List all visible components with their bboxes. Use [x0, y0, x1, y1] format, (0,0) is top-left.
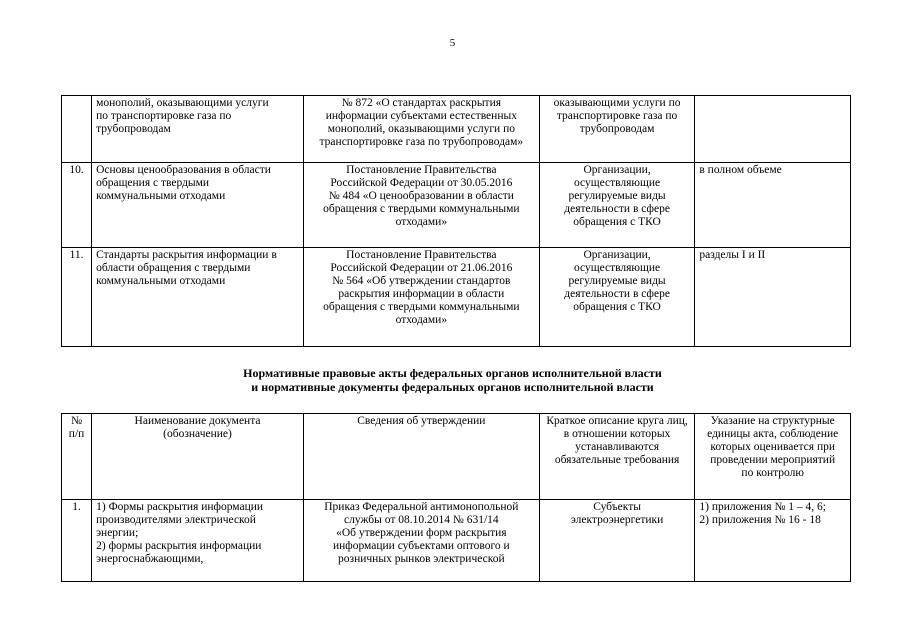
section-heading-line: и нормативные документы федеральных органов исполнительной власти [251, 380, 654, 394]
structural-units-cell-line: 1) приложения № 1 – 4, 6; [699, 501, 827, 513]
approval-cell-line: Российской Федерации от 30.05.2016 [330, 177, 513, 189]
subjects-cell-line: Субъекты [593, 501, 641, 513]
approval-cell [303, 96, 539, 163]
approval-cell-line: обращения с твердыми коммунальными [323, 301, 520, 313]
approval-cell-line: информации субъектами естественных [325, 110, 517, 122]
document-name-cell [92, 500, 304, 582]
header-number-cell-line: п/п [68, 428, 85, 440]
row-number-cell [62, 500, 92, 582]
document-name-cell-line: обращения с твердыми [96, 177, 210, 189]
subjects-cell [539, 500, 695, 582]
document-name-cell-line: энергоснабжающими, [96, 553, 204, 565]
table-row [62, 248, 851, 347]
approval-cell-line: отходами» [395, 314, 448, 326]
header-approval-cell-line: Сведения об утверждении [357, 415, 486, 427]
row-number: 10. [69, 164, 84, 176]
subjects-cell-line: деятельности в сфере [564, 203, 670, 215]
document-name-cell-line: Стандарты раскрытия информации в [96, 249, 277, 261]
row-number: 11. [69, 249, 84, 261]
approval-cell-line: Российской Федерации от 21.06.2016 [330, 262, 513, 274]
subjects-cell [539, 248, 695, 347]
header-subjects-cell-line: устанавливаются [575, 441, 660, 453]
structural-units-cell [695, 163, 851, 248]
section-heading-line: Нормативные правовые акты федеральных органов исполнительной власти [243, 366, 662, 380]
header-units-cell-line: единицы акта, соблюдение [707, 428, 839, 440]
document-name-cell-line: 2) формы раскрытия информации [96, 540, 262, 552]
document-name-cell-line: коммунальными отходами [96, 190, 226, 202]
approval-cell-line: раскрытия информации в области [338, 288, 505, 300]
section-heading [0, 366, 905, 394]
header-subjects-cell [539, 414, 695, 500]
header-name-cell [92, 414, 304, 500]
document-name-cell-line: области обращения с твердыми [96, 262, 251, 274]
subjects-cell [539, 96, 695, 163]
structural-units-cell-line: разделы I и II [699, 249, 766, 261]
approval-cell-line: № 564 «Об утверждении стандартов [332, 275, 511, 287]
subjects-cell-line: осуществляющие [574, 262, 661, 274]
approval-cell-line: информации субъектами оптового и [332, 540, 510, 552]
header-units-cell-line: которых оценивается при [710, 441, 835, 453]
header-units-cell-line: проведении мероприятий [710, 454, 836, 466]
subjects-cell-line: Организации, [583, 249, 651, 261]
row-number-cell [62, 163, 92, 248]
top-table [61, 95, 851, 347]
row-number-cell [62, 248, 92, 347]
document-name-cell-line: Основы ценообразования в области [96, 164, 271, 176]
header-name-cell-line: (обозначение) [163, 428, 232, 440]
subjects-cell-line: осуществляющие [574, 177, 661, 189]
subjects-cell-line: обращения с ТКО [573, 216, 661, 228]
subjects-cell-line: электроэнергетики [570, 514, 664, 526]
bottom-table [61, 413, 851, 582]
structural-units-cell-line: в полном объеме [699, 164, 782, 176]
document-name-cell [92, 163, 304, 248]
table-header-row [62, 414, 851, 500]
document-name-cell-line: коммунальными отходами [96, 275, 226, 287]
approval-cell-line: № 872 «О стандартах раскрытия [341, 97, 502, 109]
subjects-cell-line: трубопроводам [579, 123, 655, 135]
approval-cell-line: «Об утверждении форм раскрытия [336, 527, 507, 539]
subjects-cell-line: деятельности в сфере [564, 288, 670, 300]
table-row [62, 163, 851, 248]
structural-units-cell [695, 248, 851, 347]
approval-cell-line: монополий, оказывающими услуги по [327, 123, 515, 135]
approval-cell-line: № 484 «О ценообразовании в области [328, 190, 514, 202]
approval-cell [303, 163, 539, 248]
structural-units-cell [695, 96, 851, 163]
header-subjects-cell-line: Краткое описание круга лиц, [546, 415, 688, 427]
document-name-cell [92, 248, 304, 347]
subjects-cell-line: транспортировке газа по [556, 110, 678, 122]
subjects-cell-line: оказывающими услуги по [553, 97, 681, 109]
header-units-cell [695, 414, 851, 500]
table-row [62, 96, 851, 163]
approval-cell-line: отходами» [395, 216, 448, 228]
document-name-cell [92, 96, 304, 163]
header-subjects-cell-line: обязательные требования [554, 454, 680, 466]
row-number-cell [62, 96, 92, 163]
page-number: 5 [449, 37, 456, 49]
document-name-cell-line: монополий, оказывающими услуги [96, 97, 269, 109]
subjects-cell-line: регулируемые виды [568, 190, 666, 202]
subjects-cell [539, 163, 695, 248]
document-name-cell-line: производителями электрической [96, 514, 256, 526]
header-approval-cell [303, 414, 539, 500]
table-row [62, 500, 851, 582]
document-name-cell-line: трубопроводам [96, 123, 171, 135]
header-number-cell [62, 414, 92, 500]
header-units-cell-line: по контролю [741, 467, 804, 479]
structural-units-cell [695, 500, 851, 582]
approval-cell-line: Приказ Федеральной антимонопольной [324, 501, 519, 513]
approval-cell-line: службы от 08.10.2014 № 631/14 [344, 514, 499, 526]
header-subjects-cell-line: в отношении которых [563, 428, 671, 440]
document-name-cell-line: по транспортировке газа по [96, 110, 232, 122]
document-name-cell-line: энергии; [96, 527, 139, 539]
subjects-cell-line: Организации, [583, 164, 651, 176]
approval-cell-line: Постановление Правительства [346, 249, 497, 261]
header-name-cell-line: Наименование документа [134, 415, 261, 427]
approval-cell-line: транспортировке газа по трубопроводам» [319, 136, 524, 148]
structural-units-cell-line: 2) приложения № 16 - 18 [699, 514, 821, 526]
approval-cell-line: обращения с твердыми коммунальными [323, 203, 520, 215]
document-name-cell-line: 1) Формы раскрытия информации [96, 501, 264, 513]
header-number-cell-line: № [71, 415, 83, 427]
approval-cell [303, 500, 539, 582]
approval-cell-line: розничных рынков электрической [338, 553, 505, 565]
approval-cell-line: Постановление Правительства [346, 164, 497, 176]
row-number: 1. [72, 501, 81, 513]
subjects-cell-line: регулируемые виды [568, 275, 666, 287]
header-units-cell-line: Указание на структурные [710, 415, 835, 427]
approval-cell [303, 248, 539, 347]
subjects-cell-line: обращения с ТКО [573, 301, 661, 313]
